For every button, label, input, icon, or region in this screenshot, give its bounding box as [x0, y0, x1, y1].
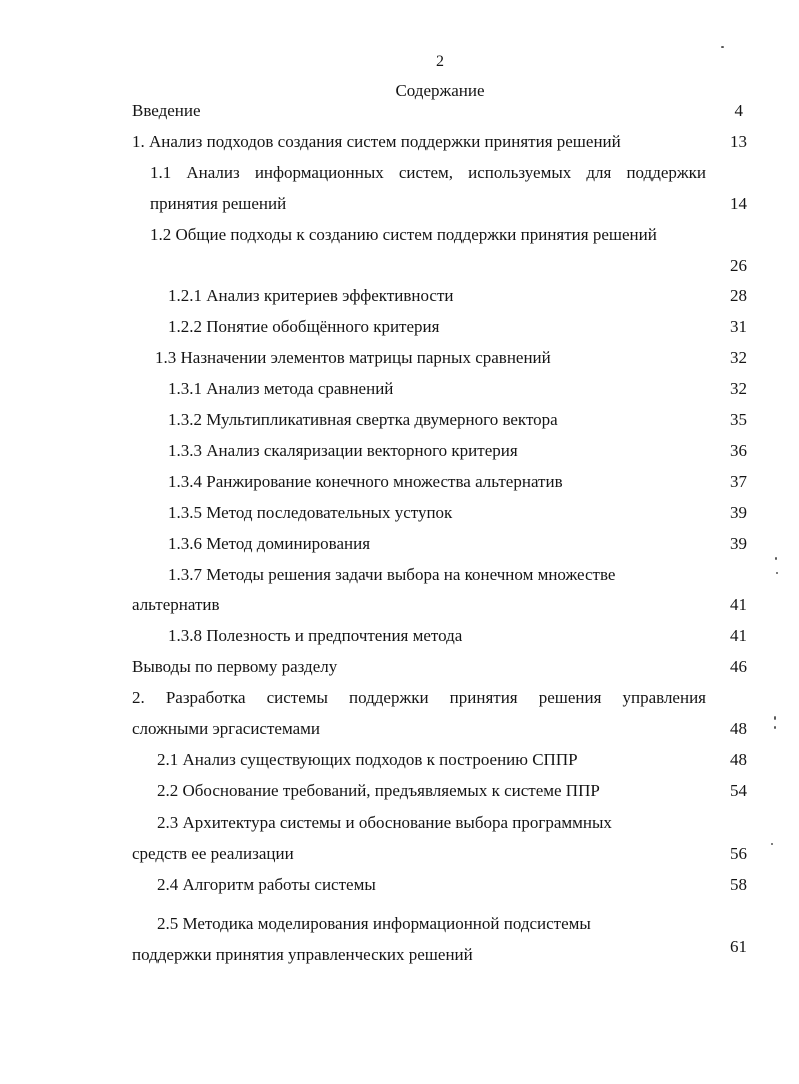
toc-entry-2-cont: сложными эргасистемами [132, 719, 320, 738]
toc-entry-1: 1. Анализ подходов создания систем поддержки принятия решений [132, 132, 621, 151]
scan-speck [774, 716, 776, 720]
toc-entry-2-3: 2.3 Архитектура системы и обоснование выбора программных [157, 813, 612, 832]
toc-entry-1-1-cont: принятия решений [150, 194, 287, 213]
toc-entry-2-2: 2.2 Обоснование требований, предъявляемых к системе ППР [157, 781, 600, 800]
scan-speck [774, 726, 776, 729]
toc-entry-conclusions-1: Выводы по первому разделу [132, 657, 338, 676]
toc-entry-1-3-7-cont: альтернатив [132, 595, 220, 614]
toc-page-1-3-8: 41 [730, 626, 747, 645]
toc-entry-1-3-3: 1.3.3 Анализ скаляризации векторного критерия [168, 441, 518, 460]
toc-entry-1-3-4: 1.3.4 Ранжирование конечного множества альтернатив [168, 472, 563, 491]
toc-entry-intro: Введение [132, 101, 201, 120]
toc-entry-1-3-2: 1.3.2 Мультипликативная свертка двумерного вектора [168, 410, 558, 429]
toc-page-1-3-5: 39 [730, 503, 747, 522]
toc-page-2-5: 61 [730, 937, 747, 956]
scan-speck [775, 557, 777, 560]
toc-page-1-3-2: 35 [730, 410, 747, 429]
toc-entry-1-3-8: 1.3.8 Полезность и предпочтения метода [168, 626, 463, 645]
toc-page-1-3-3: 36 [730, 441, 747, 460]
toc-entry-1-2: 1.2 Общие подходы к созданию систем поддержки принятия решений [150, 225, 657, 244]
toc-entry-1-3-5: 1.3.5 Метод последовательных уступок [168, 503, 453, 522]
toc-page-1: 13 [730, 132, 747, 151]
toc-entry-1-3: 1.3 Назначении элементов матрицы парных сравнений [155, 348, 551, 367]
toc-page-conclusions-1: 46 [730, 657, 747, 676]
toc-page-1-1: 14 [730, 194, 747, 213]
toc-entry-1-3-1: 1.3.1 Анализ метода сравнений [168, 379, 394, 398]
scan-speck [721, 46, 724, 48]
toc-page-1-2-1: 28 [730, 286, 747, 305]
toc-page-intro: 4 [734, 101, 743, 120]
toc-entry-2: 2. Разработка системы поддержки принятия решения управления [132, 688, 706, 707]
toc-page-2-4: 58 [730, 875, 747, 894]
toc-page-2: 48 [730, 719, 747, 738]
toc-page-1-2-2: 31 [730, 317, 747, 336]
toc-entry-2-5-cont: поддержки принятия управленческих решений [132, 945, 473, 964]
toc-entry-2-4: 2.4 Алгоритм работы системы [157, 875, 376, 894]
toc-page-1-3-4: 37 [730, 472, 747, 491]
toc-entry-2-5: 2.5 Методика моделирования информационной подсистемы [157, 914, 591, 933]
toc-page-1-3-7: 41 [730, 595, 747, 614]
toc-entry-1-1: 1.1 Анализ информационных систем, используемых для поддержки [150, 163, 706, 182]
page-number: 2 [436, 53, 444, 70]
toc-page-1-3: 32 [730, 348, 747, 367]
toc-page-2-3: 56 [730, 844, 747, 863]
toc-entry-2-1: 2.1 Анализ существующих подходов к построению СППР [157, 750, 578, 769]
toc-entry-2-3-cont: средств ее реализации [132, 844, 294, 863]
scan-speck [776, 572, 778, 574]
toc-entry-1-2-1: 1.2.1 Анализ критериев эффективности [168, 286, 454, 305]
toc-entry-1-2-2: 1.2.2 Понятие обобщённого критерия [168, 317, 440, 336]
toc-page-2-2: 54 [730, 781, 747, 800]
toc-page-1-2: 26 [730, 256, 747, 275]
toc-page-1-3-6: 39 [730, 534, 747, 553]
toc-page-1-3-1: 32 [730, 379, 747, 398]
toc-entry-1-3-7: 1.3.7 Методы решения задачи выбора на конечном множестве [168, 565, 616, 584]
toc-page-2-1: 48 [730, 750, 747, 769]
toc-entry-1-3-6: 1.3.6 Метод доминирования [168, 534, 371, 553]
scan-speck [771, 843, 773, 845]
toc-title: Содержание [395, 81, 485, 100]
